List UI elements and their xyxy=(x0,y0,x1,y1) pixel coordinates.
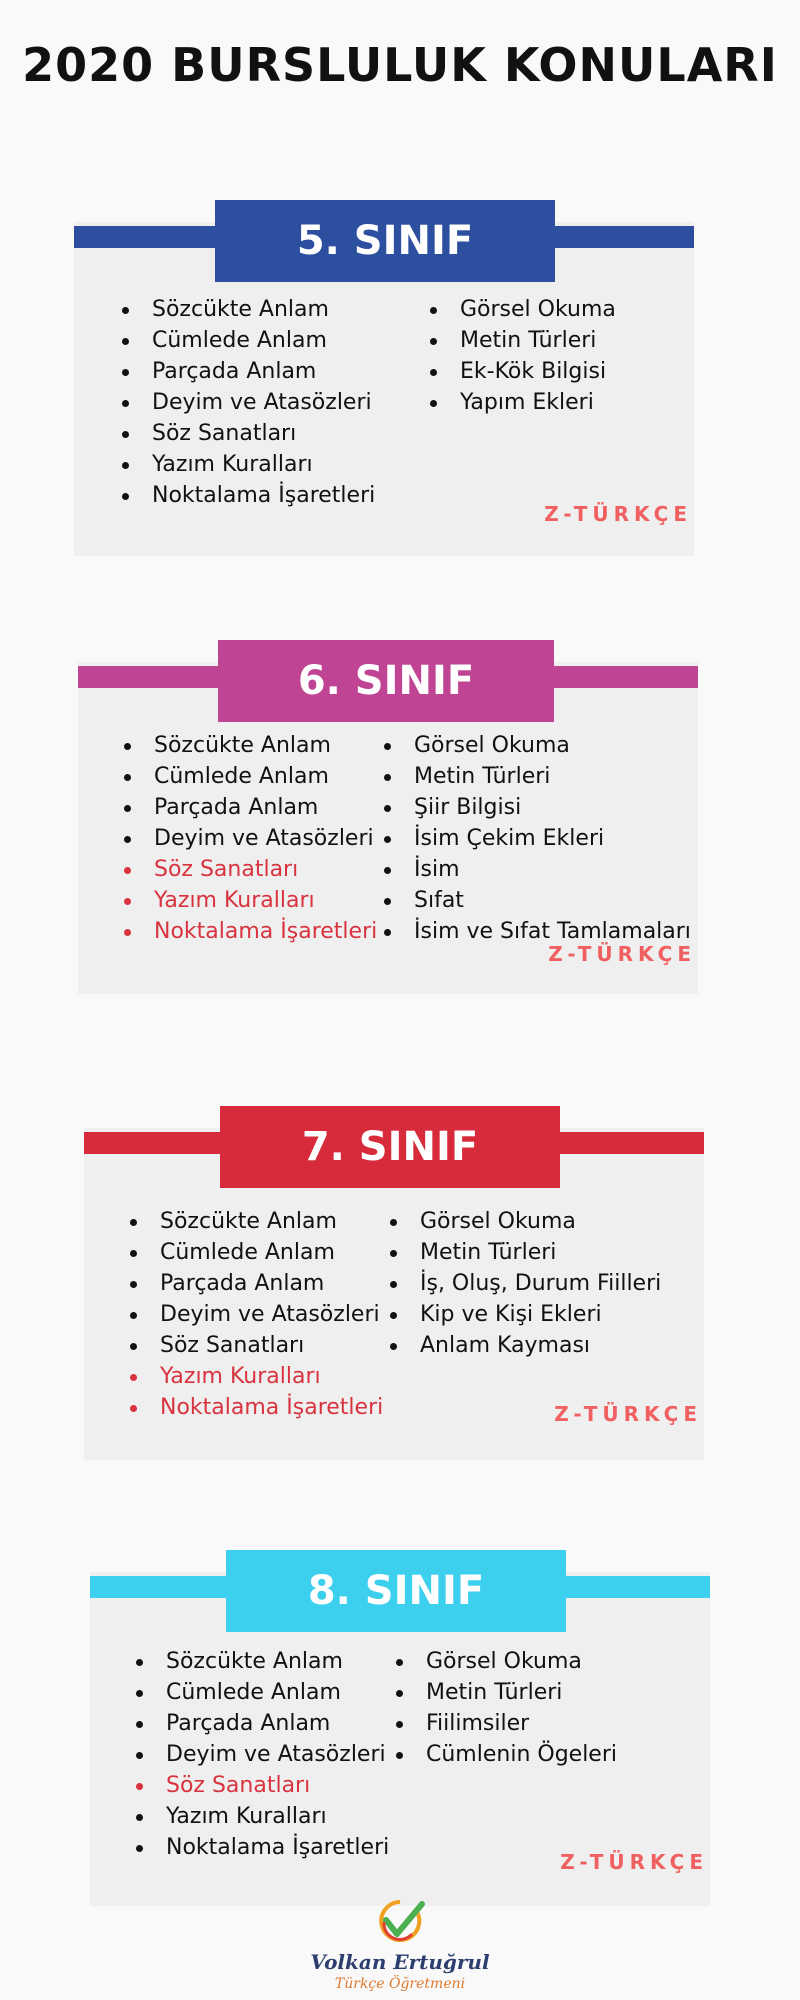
topic-list-right xyxy=(424,294,616,418)
topic-item: Deyim ve Atasözleri xyxy=(124,1299,383,1330)
topic-item: Görsel Okuma xyxy=(424,294,616,325)
topic-item: Metin Türleri xyxy=(384,1237,661,1268)
topic-item: Noktalama İşaretleri xyxy=(124,1392,383,1423)
topic-item: Metin Türleri xyxy=(378,761,691,792)
topic-list-left xyxy=(124,1206,383,1423)
topic-item: Şiir Bilgisi xyxy=(378,792,691,823)
topic-item: İsim Çekim Ekleri xyxy=(378,823,691,854)
topic-item: Deyim ve Atasözleri xyxy=(118,823,377,854)
topic-list-left xyxy=(118,730,377,947)
brand-label: Z-TÜRKÇE xyxy=(548,942,696,966)
topic-item: Cümlede Anlam xyxy=(124,1237,383,1268)
topic-item: Cümlede Anlam xyxy=(130,1677,389,1708)
topic-item: Yapım Ekleri xyxy=(424,387,616,418)
grade-section-8 xyxy=(90,1550,710,1924)
grade-header: 8. SINIF xyxy=(226,1550,566,1632)
topic-item: Noktalama İşaretleri xyxy=(116,480,375,511)
topic-item: Sözcükte Anlam xyxy=(118,730,377,761)
topic-list-left xyxy=(130,1646,389,1863)
topic-list-right xyxy=(378,730,691,947)
grade-section-7 xyxy=(84,1106,704,1478)
topic-item: Görsel Okuma xyxy=(390,1646,617,1677)
topic-item: Metin Türleri xyxy=(424,325,616,356)
topic-item: İsim xyxy=(378,854,691,885)
grade-header: 7. SINIF xyxy=(220,1106,560,1188)
topic-item: Kip ve Kişi Ekleri xyxy=(384,1299,661,1330)
topic-item: Deyim ve Atasözleri xyxy=(116,387,375,418)
topic-item: Anlam Kayması xyxy=(384,1330,661,1361)
grade-header: 6. SINIF xyxy=(218,640,554,722)
grade-section-5 xyxy=(74,200,694,574)
grade-section-6 xyxy=(78,640,698,1012)
topic-item: Parçada Anlam xyxy=(124,1268,383,1299)
topic-item: İş, Oluş, Durum Fiilleri xyxy=(384,1268,661,1299)
topic-item: Noktalama İşaretleri xyxy=(130,1832,389,1863)
topic-item: Noktalama İşaretleri xyxy=(118,916,377,947)
brand-label: Z-TÜRKÇE xyxy=(554,1402,702,1426)
topic-item: Parçada Anlam xyxy=(118,792,377,823)
topic-item: İsim ve Sıfat Tamlamaları xyxy=(378,916,691,947)
topic-item: Yazım Kuralları xyxy=(124,1361,383,1392)
topic-item: Yazım Kuralları xyxy=(118,885,377,916)
topic-item: Yazım Kuralları xyxy=(130,1801,389,1832)
page-title: 2020 BURSLULUK KONULARI xyxy=(22,38,778,92)
topic-item: Yazım Kuralları xyxy=(116,449,375,480)
author-name: Volkan Ertuğrul xyxy=(310,1950,490,1974)
topic-item: Parçada Anlam xyxy=(130,1708,389,1739)
topic-item: Cümlenin Ögeleri xyxy=(390,1739,617,1770)
topic-item: Söz Sanatları xyxy=(130,1770,389,1801)
topic-list-right xyxy=(384,1206,661,1361)
topic-list-right xyxy=(390,1646,617,1770)
grade-header: 5. SINIF xyxy=(215,200,555,282)
author-role: Türkçe Öğretmeni xyxy=(334,1976,466,1992)
topic-item: Sözcükte Anlam xyxy=(130,1646,389,1677)
topic-item: Söz Sanatları xyxy=(118,854,377,885)
topic-item: Görsel Okuma xyxy=(378,730,691,761)
footer xyxy=(0,1898,800,1992)
topic-item: Söz Sanatları xyxy=(116,418,375,449)
topic-item: Sıfat xyxy=(378,885,691,916)
topic-item: Cümlede Anlam xyxy=(116,325,375,356)
topic-item: Sözcükte Anlam xyxy=(116,294,375,325)
brand-label: Z-TÜRKÇE xyxy=(544,502,692,526)
topic-item: Metin Türleri xyxy=(390,1677,617,1708)
topic-list-left xyxy=(116,294,375,511)
topic-item: Görsel Okuma xyxy=(384,1206,661,1237)
topic-item: Sözcükte Anlam xyxy=(124,1206,383,1237)
brand-label: Z-TÜRKÇE xyxy=(560,1850,708,1874)
topic-item: Fiilimsiler xyxy=(390,1708,617,1739)
topic-item: Deyim ve Atasözleri xyxy=(130,1739,389,1770)
check-circle-icon xyxy=(372,1898,428,1944)
topic-item: Cümlede Anlam xyxy=(118,761,377,792)
topic-item: Söz Sanatları xyxy=(124,1330,383,1361)
topic-item: Parçada Anlam xyxy=(116,356,375,387)
topic-item: Ek-Kök Bilgisi xyxy=(424,356,616,387)
